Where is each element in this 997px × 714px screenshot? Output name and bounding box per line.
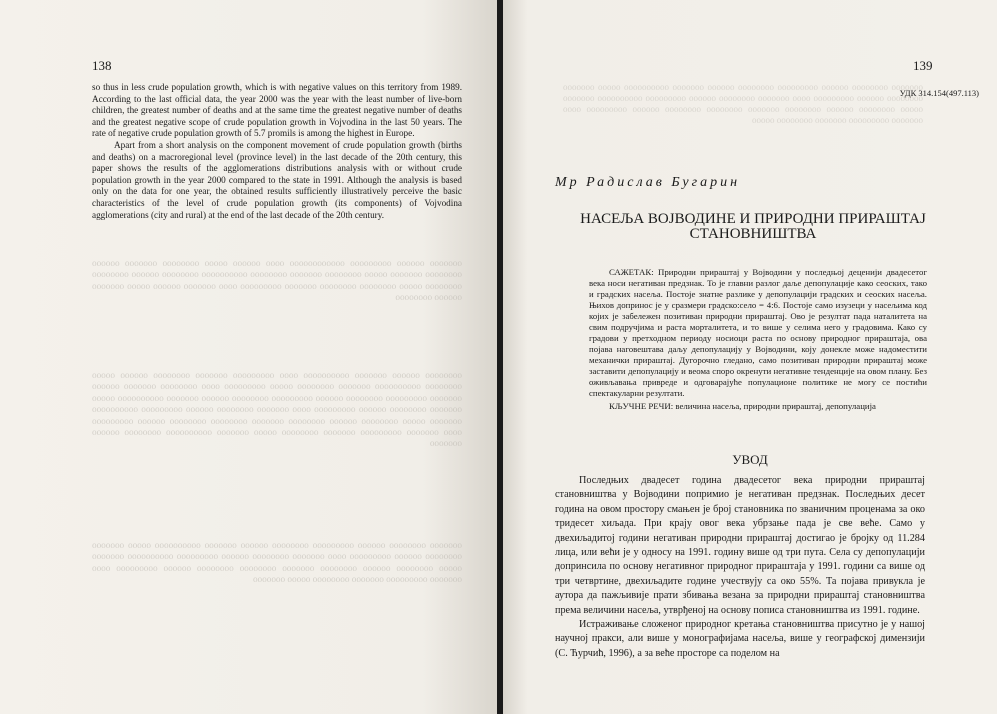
left-page	[0, 0, 497, 714]
section-title: УВОД	[732, 452, 768, 467]
author-name: Мр Радислав Бугарин	[555, 175, 741, 190]
right-page	[503, 0, 997, 714]
left-page-number: 138	[92, 58, 112, 73]
bleed-through-text-right: ooooooo oooooooo oooooo ooooooooo oooooooo oooooo ooooooo oooooooooo ooooo ooooooo oooooooo oooooo ooooooooo oooo ooooooo oooooooo oooooo ooooooooo oooooooooo ooooooo ooooo oooooooo oooooo oooooooo ooooooo oooooooo oooooooo oooooo ooooooooo oooo ooooooo ooooooooo ooooooo oooooooo ooooo	[563, 82, 923, 125]
left-paragraph-2: Apart from a short analysis on the component movement of crude population growth (births and deaths) on a macroregional level (province level) in the last decade of the 20th century, this paper shows the results of the agglomerations distributions analysis with or without crude population growth in the year 2000 compared to the state in 1991. Although the analysis is based only on the data for one year, the obtained results sufficiently illustratively perceive the basic characteristics of the level of crude population growth (its components) of Vojvodina agglomerations (city and rural) at the end of the last decade of the 20th century.	[92, 139, 462, 220]
udk-code: УДК 314.154(497.113)	[899, 88, 979, 98]
body-paragraph-2: Истраживање сложеног природног кретања становништва присутно је у нашој научној пракси, али више у монографијама насеља, више у географској димензији (С. Ћурчић, 1996), а за веће просторе са поделом на	[555, 619, 925, 659]
abstract	[589, 267, 927, 412]
article-title: НАСЕЉА ВОЈВОДИНЕ И ПРИРОДНИ ПРИРАШТАЈ СТАНОВНИШТВА	[580, 211, 926, 242]
bleed-through-text-1: ooooooo oooooo ooooooooo oooooooooooo oooo oooooo ooooo oooooooo ooooooo oooooo oooooooo ooooooo ooooo oooooooo ooooooo oooooooo oooooooooo oooooooo oooooo oooooooo oooooooo ooooo oooooooo oooooooo ooooooo ooooooooo oooo ooooooo oooooo ooooo ooooooo oooooo oooooooo	[92, 258, 462, 303]
keywords: КЉУЧНЕ РЕЧИ: величина насеља, природни прираштај, депопулација	[609, 401, 876, 411]
body-paragraph-1: Последњих двадесет година двадесетог века природни прираштај становништва у Војводини попримио је негативан предзнак. Последњих десет година на овом простору смањен је број становника по званичним проценама за око тридесет хиљада. При крају овог века убрзање пада је све веће. Само у двехиљадитој години негативан природни прираштај достигао је бројку од 11.284 лица, или већи је у односу на 1991. годину више од три пута. Села су депопулацији допринсила по основу негативног природног прираштаја у 1991. години са више од три четвртине, двехиљадите године учествују са око 55%. Та појава привукла је аутора да пажљивије прати збивања везана за природни прираштај становништва према величини насеља, утврђеној на основу пописа становништва из 1991. године.	[555, 475, 925, 616]
right-page-number: 139	[913, 58, 933, 73]
abstract-text: САЖЕТАК: Природни прираштај у Војводини у последњој деценији двадесетог века носи негативан предзнак. То је главни разлог даље депопулације како сеоских, тако и градских насеља. Постоје знатне разлике у депопулацији градских и сеоских насеља. Њихов допринос је у сразмери градско:село = 4:6. Постоје само изузеци у насељима код којих је забележен позитиван природни прираштај. Ово је резултат пада наталитета на свим подручјима и раста морталитета, и то више у селима него у градовима. Како су градови у претходном периоду носиоци раста по основу природног прираштаја, ова појава наговештава даљу депопулацију у Војводини, коју донекле може надоместити механички прираштај. Дугорочно гледано, само позитиван природни прираштај може заставити депопулацију и веома споро окренути негативне тенденције на овом плану. Без оживљавања привреде и одговарајуће популационе политике не могу се постићи спектакуларни резултати.	[589, 267, 927, 398]
bleed-through-text-2: oooooooo oooooo ooooooo oooooooooo oooo ooooooooo ooooooo oooooooo oooooo ooooo oooooooo oooooooooo ooooooo oooooooo ooooo ooooooooo oooo oooooooo ooooooo oooooo ooooooo ooooooooo oooooooo oooooo ooooooooo oooooooo oooooo ooooooo oooooooooo ooooo ooooooo oooooooo oooooo ooooooooo oooo ooooooo oooooooo oooooo ooooooooo oooooooooo ooooooo ooooo oooooooo oooooo oooooooo ooooooo oooooooo oooooooo oooooo ooooooooo oooo ooooooo ooooooooo ooooooo oooooooo ooooo ooooooo oooooooooo oooooooo oooooo ooooooo	[92, 370, 462, 449]
bleed-through-text-3: ooooooo oooooooo oooooo ooooooooo oooooooo oooooo ooooooo oooooooooo ooooo ooooooo oooooooo oooooo ooooooooo oooo ooooooo oooooooo oooooo ooooooooo oooooooooo ooooooo ooooo oooooooo oooooo oooooooo ooooooo oooooooo oooooooo oooooo ooooooooo oooo ooooooo ooooooooo ooooooo oooooooo ooooo ooooooo	[92, 540, 462, 585]
left-paragraph-1: so thus in less crude population growth, which is with negative values on this territory from 1989. According to the last official data, the year 2000 was the year with the least number of live-born children, the greatest number of deaths and at the same time the greatest negative number of deaths and the greatest negative scope of crude population growth in Vojvodina in the last 50 years. The rate of negative crude population growth of 5.7 promils is among the highest in Europe.	[92, 82, 462, 139]
left-page-text	[92, 82, 462, 221]
body-text	[555, 474, 925, 661]
